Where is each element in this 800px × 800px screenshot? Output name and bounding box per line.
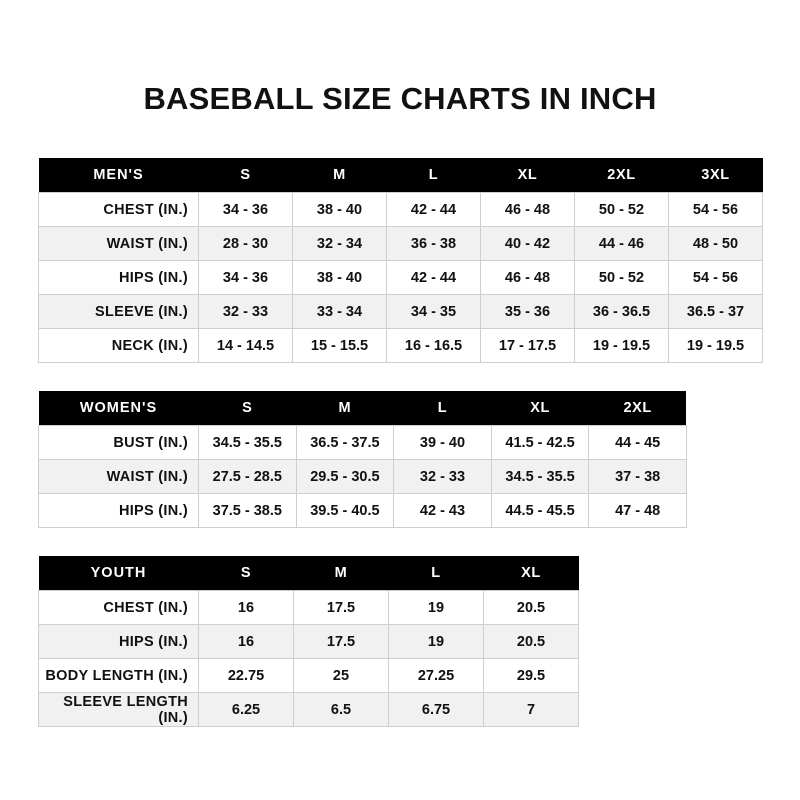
table-cell: 6.75: [389, 693, 484, 727]
womens-size-table: [38, 391, 687, 528]
table-spacer: [38, 528, 762, 556]
column-header: L: [389, 556, 484, 591]
column-header: L: [394, 391, 492, 426]
table-cell: 40 - 42: [481, 227, 575, 261]
column-header: 2XL: [589, 391, 687, 426]
table-cell: 16: [199, 591, 294, 625]
table-cell: 36 - 38: [387, 227, 481, 261]
column-header: L: [387, 158, 481, 193]
table-cell: 14 - 14.5: [199, 329, 293, 363]
table-cell: 27.5 - 28.5: [199, 460, 297, 494]
table-cell: 29.5: [484, 659, 579, 693]
row-label: BUST (IN.): [39, 426, 199, 460]
column-header: XL: [491, 391, 589, 426]
table-cell: 20.5: [484, 625, 579, 659]
table-cell: 20.5: [484, 591, 579, 625]
table-cell: 42 - 44: [387, 261, 481, 295]
table-cell: 36.5 - 37: [669, 295, 763, 329]
table-cell: 32 - 33: [199, 295, 293, 329]
table-row: [39, 591, 579, 625]
row-label: HIPS (IN.): [39, 494, 199, 528]
table-cell: 15 - 15.5: [293, 329, 387, 363]
column-header: WOMEN'S: [39, 391, 199, 426]
table-row: [39, 693, 579, 727]
table-cell: 6.25: [199, 693, 294, 727]
table-cell: 19 - 19.5: [575, 329, 669, 363]
column-header: M: [296, 391, 394, 426]
table-cell: 16 - 16.5: [387, 329, 481, 363]
column-header: MEN'S: [39, 158, 199, 193]
table-cell: 35 - 36: [481, 295, 575, 329]
table-row: [39, 426, 687, 460]
table-row: [39, 329, 763, 363]
table-header-row: [39, 158, 763, 193]
table-cell: 19 - 19.5: [669, 329, 763, 363]
column-header: M: [294, 556, 389, 591]
table-cell: 47 - 48: [589, 494, 687, 528]
table-cell: 42 - 43: [394, 494, 492, 528]
table-cell: 25: [294, 659, 389, 693]
table-cell: 54 - 56: [669, 193, 763, 227]
column-header: YOUTH: [39, 556, 199, 591]
table-spacer: [38, 363, 762, 391]
table-cell: 41.5 - 42.5: [491, 426, 589, 460]
table-cell: 50 - 52: [575, 193, 669, 227]
column-header: M: [293, 158, 387, 193]
table-row: [39, 659, 579, 693]
table-cell: 28 - 30: [199, 227, 293, 261]
table-header-row: [39, 391, 687, 426]
table-row: [39, 295, 763, 329]
column-header: S: [199, 158, 293, 193]
table-cell: 17.5: [294, 625, 389, 659]
row-label: CHEST (IN.): [39, 591, 199, 625]
table-cell: 32 - 34: [293, 227, 387, 261]
table-cell: 44.5 - 45.5: [491, 494, 589, 528]
row-label: NECK (IN.): [39, 329, 199, 363]
table-cell: 36 - 36.5: [575, 295, 669, 329]
row-label: HIPS (IN.): [39, 261, 199, 295]
table-cell: 37.5 - 38.5: [199, 494, 297, 528]
column-header: XL: [484, 556, 579, 591]
table-cell: 17.5: [294, 591, 389, 625]
table-cell: 34 - 36: [199, 261, 293, 295]
table-row: [39, 625, 579, 659]
table-cell: 38 - 40: [293, 193, 387, 227]
row-label: CHEST (IN.): [39, 193, 199, 227]
column-header: S: [199, 391, 297, 426]
table-cell: 38 - 40: [293, 261, 387, 295]
table-cell: 37 - 38: [589, 460, 687, 494]
mens-size-table: [38, 158, 763, 363]
table-cell: 7: [484, 693, 579, 727]
row-label: BODY LENGTH (IN.): [39, 659, 199, 693]
table-header-row: [39, 556, 579, 591]
table-cell: 39 - 40: [394, 426, 492, 460]
row-label: SLEEVE LENGTH (IN.): [39, 693, 199, 727]
table-cell: 17 - 17.5: [481, 329, 575, 363]
table-row: [39, 494, 687, 528]
table-cell: 46 - 48: [481, 193, 575, 227]
table-cell: 16: [199, 625, 294, 659]
table-cell: 44 - 46: [575, 227, 669, 261]
table-cell: 36.5 - 37.5: [296, 426, 394, 460]
row-label: SLEEVE (IN.): [39, 295, 199, 329]
table-cell: 42 - 44: [387, 193, 481, 227]
table-cell: 29.5 - 30.5: [296, 460, 394, 494]
column-header: 3XL: [669, 158, 763, 193]
table-row: [39, 193, 763, 227]
table-cell: 39.5 - 40.5: [296, 494, 394, 528]
table-cell: 19: [389, 625, 484, 659]
table-cell: 32 - 33: [394, 460, 492, 494]
row-label: WAIST (IN.): [39, 460, 199, 494]
table-cell: 48 - 50: [669, 227, 763, 261]
table-cell: 27.25: [389, 659, 484, 693]
column-header: S: [199, 556, 294, 591]
table-cell: 34.5 - 35.5: [199, 426, 297, 460]
page-title: BASEBALL SIZE CHARTS IN INCH: [143, 81, 657, 116]
table-row: [39, 227, 763, 261]
table-cell: 34 - 36: [199, 193, 293, 227]
table-cell: 6.5: [294, 693, 389, 727]
row-label: WAIST (IN.): [39, 227, 199, 261]
table-cell: 22.75: [199, 659, 294, 693]
tables-container: [0, 158, 800, 727]
table-row: [39, 460, 687, 494]
row-label: HIPS (IN.): [39, 625, 199, 659]
table-cell: 34.5 - 35.5: [491, 460, 589, 494]
table-cell: 46 - 48: [481, 261, 575, 295]
table-cell: 50 - 52: [575, 261, 669, 295]
column-header: 2XL: [575, 158, 669, 193]
table-cell: 34 - 35: [387, 295, 481, 329]
table-row: [39, 261, 763, 295]
column-header: XL: [481, 158, 575, 193]
table-cell: 19: [389, 591, 484, 625]
table-cell: 44 - 45: [589, 426, 687, 460]
youth-size-table: [38, 556, 579, 727]
table-cell: 33 - 34: [293, 295, 387, 329]
table-cell: 54 - 56: [669, 261, 763, 295]
